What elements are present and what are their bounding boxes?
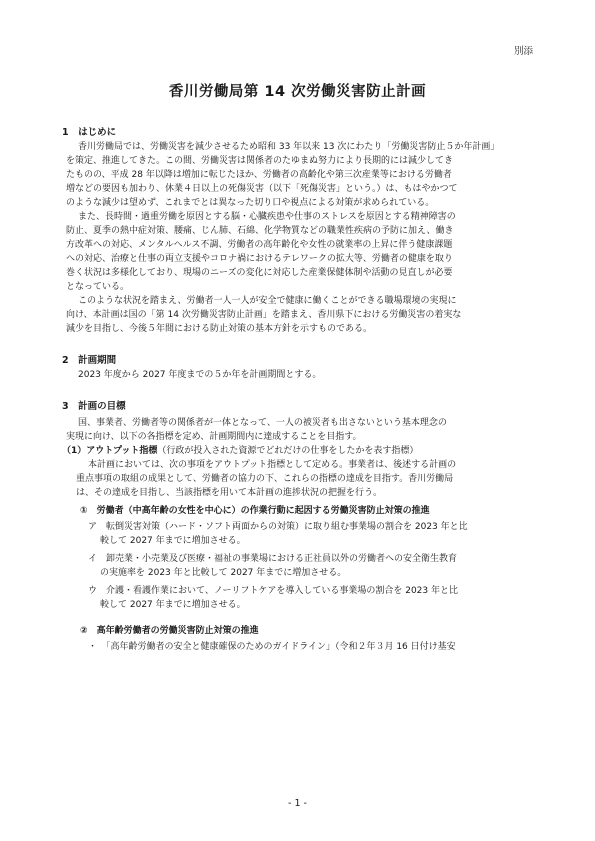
paragraph-line: 2023 年度から 2027 年度までの５か年を計画期間とする。 xyxy=(78,370,322,380)
section3-heading: 3 計画の目標 xyxy=(62,401,126,412)
paragraph-line: 重点事項の取組の成果として、労働者の協力の下、これらの指標の達成を目指す。香川労働局 xyxy=(76,474,454,484)
page-number: - 1 - xyxy=(288,798,307,809)
page-title: 香川労働局第 14 次労働災害防止計画 xyxy=(168,84,427,100)
list-item: 較して 2027 年までに増加させる。 xyxy=(100,600,246,610)
subsection-note: （行政が投入された資源でどれだけの仕事をしたかを表す指標） xyxy=(157,446,419,456)
annex-label: 別添 xyxy=(513,46,533,57)
paragraph-line: 国、事業者、労働者等の関係者が一体となって、一人の被災者も出さないという基本理念の xyxy=(78,418,447,428)
paragraph-line: 香川労働局では、労働災害を減少させるため昭和 33 年以来 13 次にわたり「労働災害防止５か年計画」 xyxy=(78,142,500,152)
paragraph-line: 実現に向け、以下の各指標を定め、計画期間内に達成することを目指す。 xyxy=(66,432,362,442)
list-item: 較して 2027 年までに増加させる。 xyxy=(100,536,246,546)
paragraph-line: たものの、平成 28 年以降は増加に転じたほか、労働者の高齢化や第三次産業等における労働者 xyxy=(66,170,452,180)
list-item: の実施率を 2023 年と比較して 2027 年までに増加させる。 xyxy=(100,568,347,578)
item-heading: ② 高年齢労働者の労働災害防止対策の推進 xyxy=(80,626,259,636)
paragraph-line: 方改革への対応、メンタルヘルス不調、労働者の高年齢化や女性の就業率の上昇に伴う健康課題 xyxy=(66,240,453,250)
subsection-title: （1）アウトプット指標 xyxy=(62,446,158,456)
paragraph-line: 向け、本計画は国の「第 14 次労働災害防止計画」を踏まえ、香川県下における労働災害の着実な xyxy=(66,310,462,320)
list-item: イ 卸売業・小売業及び医療・福祉の事業場における正社員以外の労働者への安全衛生教育 xyxy=(88,554,458,564)
paragraph-line: このような状況を踏まえ、労働者一人一人が安全で健康に働くことができる職場環境の実現に xyxy=(78,296,457,306)
list-item: ・ 「高年齢労働者の安全と健康確保のためのガイドライン」（令和２年３月 16 日付け基安 xyxy=(88,642,456,652)
item-heading: ① 労働者（中高年齢の女性を中心に）の作業行動に起因する労働災害防止対策の推進 xyxy=(80,506,430,516)
paragraph-line: 増などの要因も加わり、休業４日以上の死傷災害（以下「死傷災害」という。）は、もはやかつて xyxy=(66,184,458,194)
section1-heading: 1 はじめに xyxy=(62,127,117,138)
paragraph-line: となっている。 xyxy=(66,282,130,292)
paragraph-line: のような減少は望めず、これまでとは異なった切り口や視点による対策が求められている。 xyxy=(66,198,435,208)
paragraph-line: への対応、治療と仕事の両立支援やコロナ禍におけるテレワークの拡大等、労働者の健康を取り xyxy=(66,254,453,264)
subsection-heading xyxy=(62,445,418,457)
paragraph-line: 減少を目指し、今後５年間における防止対策の基本方針を示すものである。 xyxy=(66,324,373,334)
paragraph-line: 巻く状況は多様化しており、現場のニーズの変化に対応した産業保健体制や活動の見直しが必要 xyxy=(66,268,453,278)
paragraph-line: は、その達成を目指し、当該指標を用いて本計画の進捗状況の把握を行う。 xyxy=(76,488,383,498)
paragraph-line: また、長時間・過重労働を原因とする脳・心臓疾患や仕事のストレスを原因とする精神障害の xyxy=(78,212,456,222)
list-item: ア 転倒災害対策（ハード・ソフト両面からの対策）に取り組む事業場の割合を 2023 年と比 xyxy=(88,522,468,532)
paragraph-line: 本計画においては、次の事項をアウトプット指標として定める。事業者は、後述する計画の xyxy=(88,460,457,470)
paragraph-line: を策定、推進してきた。この間、労働災害は関係者のたゆまぬ努力により長期的には減少してき xyxy=(66,156,454,166)
list-item: ウ 介護・看護作業において、ノーリフトケアを導入している事業場の割合を 2023 年と比 xyxy=(88,586,458,596)
paragraph-line: 防止、夏季の熱中症対策、腰痛、じん肺、石綿、化学物質などの職業性疾病の予防に加え、働き xyxy=(66,226,454,236)
section2-heading: 2 計画期間 xyxy=(62,355,117,366)
